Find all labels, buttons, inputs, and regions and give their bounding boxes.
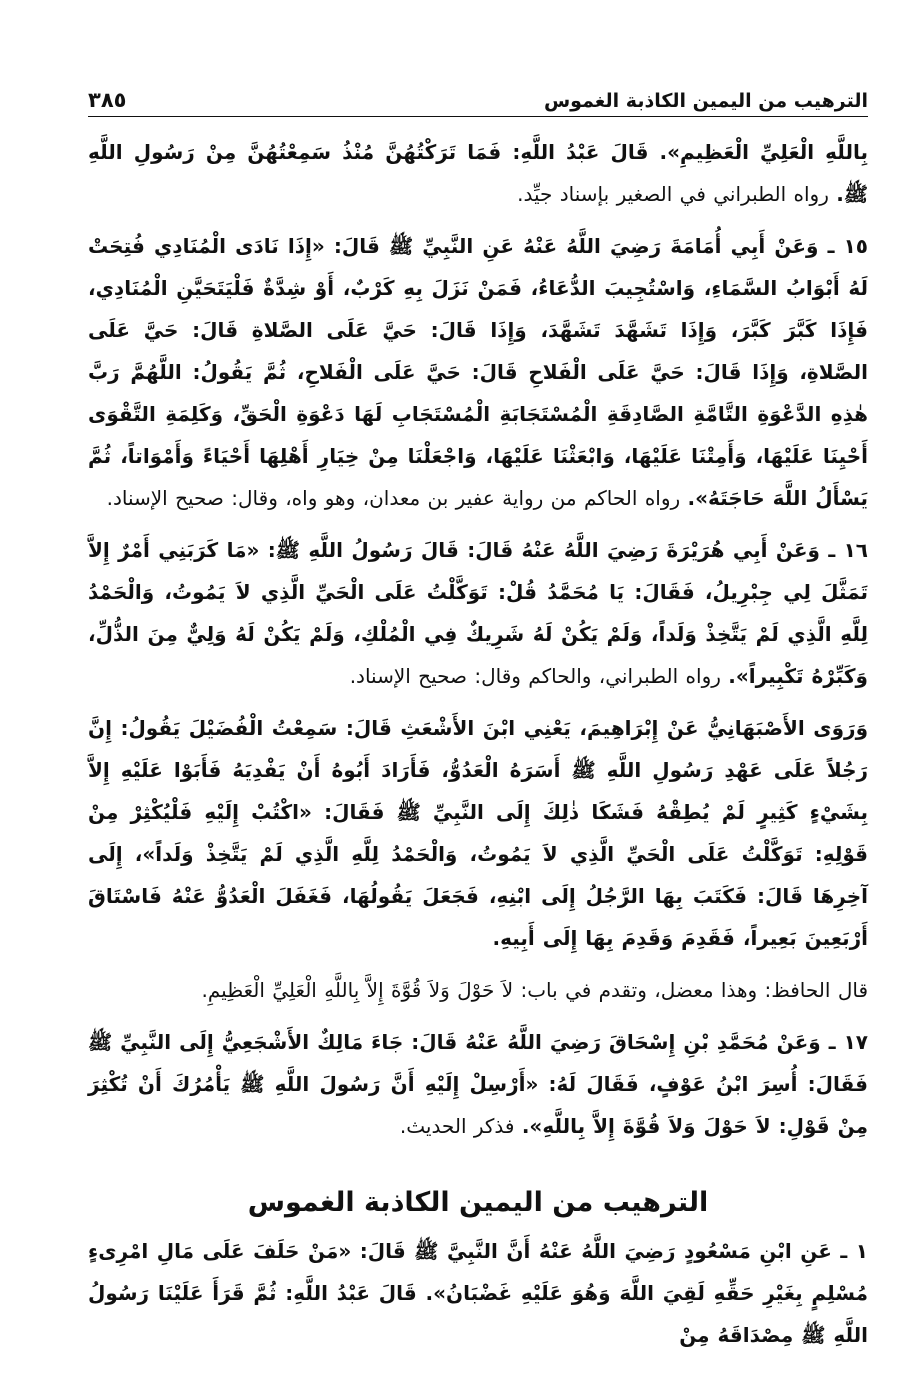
hadith-text: ١٥ ـ وَعَنْ أَبِي أُمَامَةَ رَضِيَ اللَّهُ عَنْهُ عَنِ النَّبِيِّ ﷺ قَالَ: «إِذَا نَادَى الْمُنَادِي فُتِحَتْ لَهُ أَبْوَابُ السَّمَاءِ، وَاسْتُجِيبَ الدُّعَاءُ، فَمَنْ نَزَلَ بِهِ كَرْبٌ، أَوْ شِدَّةٌ فَلْيَتَحَيَّنِ الْمُنَادِي، فَإِذَا كَبَّرَ كَبَّرَ، وَإِذَا تَشَهَّدَ تَشَهَّدَ، وَإِذَا قَالَ: حَيَّ عَلَى الصَّلاةِ قَالَ: حَيَّ عَلَى الصَّلاةِ، وَإِذَا قَالَ: حَيَّ عَلَى الْفَلاحِ قَالَ: حَيَّ عَلَى الْفَلاحِ، ثُمَّ يَقُولُ: اللَّهُمَّ رَبَّ هٰذِهِ الدَّعْوَةِ التَّامَّةِ الصَّادِقَةِ الْمُسْتَجَابَةِ الْمُسْتَجَابِ لَهَا دَعْوَةِ الْحَقِّ، وَكَلِمَةِ التَّقْوَى أَحْيِنَا عَلَيْهَا، وَأَمِتْنَا عَلَيْهَا، وَابْعَثْنَا عَلَيْهَا، وَاجْعَلْنَا مِنْ خِيَارِ أَهْلِهَا أَحْيَاءً وَأَمْوَاتاً، ثُمَّ يَسْأَلُ اللَّهَ حَاجَتَهُ». <box>88 234 868 510</box>
page-number: ٣٨٥ <box>88 88 127 112</box>
hadith-17 <box>88 1021 868 1147</box>
running-title: الترهيب من اليمين الكاذبة الغموس <box>543 90 868 112</box>
hadith-text: ١٦ ـ وَعَنْ أَبِي هُرَيْرَةَ رَضِيَ اللَّهُ عَنْهُ قَالَ: قَالَ رَسُولُ اللَّهِ ﷺ: «مَا كَرَبَنِي أَمْرٌ إِلاَّ تَمَثَّلَ لِي جِبْرِيلُ، فَقَالَ: يَا مُحَمَّدُ قُلْ: تَوَكَّلْتُ عَلَى الْحَيِّ الَّذِي لاَ يَمُوتُ، وَالْحَمْدُ لِلَّهِ الَّذِي لَمْ يَتَّخِذْ وَلَداً، وَلَمْ يَكُنْ لَهُ شَرِيكٌ فِي الْمُلْكِ، وَلَمْ يَكُنْ لَهُ وَلِيٌّ مِنَ الذُّلِّ، وَكَبِّرْهُ تَكْبِيراً». <box>88 538 868 688</box>
hadith-text: بِاللَّهِ الْعَلِيِّ الْعَظِيمِ». قَالَ عَبْدُ اللَّهِ: فَمَا تَرَكْتُهُنَّ مُنْذُ سَمِعْتُهُنَّ مِنْ رَسُولِ اللَّهِ ﷺ. <box>88 140 868 206</box>
hadith-text: ١ ـ عَنِ ابْنِ مَسْعُودٍ رَضِيَ اللَّهُ عَنْهُ أَنَّ النَّبِيَّ ﷺ قَالَ: «مَنْ حَلَفَ عَلَى مَالِ امْرِىءٍ مُسْلِمٍ بِغَيْرِ حَقِّهِ لَقِيَ اللَّهَ وَهُوَ عَلَيْهِ غَضْبَانُ». قَالَ عَبْدُ اللَّهِ: ثُمَّ قَرَأَ عَلَيْنَا رَسُولُ اللَّهِ ﷺ مِصْدَاقَهُ مِنْ <box>88 1239 868 1347</box>
book-page <box>88 78 868 1366</box>
source-note: رواه الطبراني، والحاكم وقال: صحيح الإسناد. <box>349 664 721 688</box>
hadith-16 <box>88 529 868 697</box>
comment-text: قال الحافظ: وهذا معضل، وتقدم في باب: لاَ حَوْلَ وَلاَ قُوَّةَ إِلاَّ بِاللَّهِ الْعَلِيِّ الْعَظِيمِ. <box>201 978 868 1002</box>
hafiz-comment <box>88 969 868 1011</box>
hadith-text: وَرَوَى الأَصْبَهَانِيُّ عَنْ إِبْرَاهِيمَ، يَعْنِي ابْنَ الأَشْعَثِ قَالَ: سَمِعْتُ الْفُضَيْلَ يَقُولُ: إِنَّ رَجُلاً عَلَى عَهْدِ رَسُولِ اللَّهِ ﷺ أَسَرَهُ الْعَدُوُّ، فَأَرَادَ أَبُوهُ أَنْ يَفْدِيَهُ فَأَبَوْا عَلَيْهِ إِلاَّ بِشَيْءٍ كَثِيرٍ لَمْ يُطِقْهُ فَشَكَا ذٰلِكَ إِلَى النَّبِيِّ ﷺ فَقَالَ: «اكْتُبْ إِلَيْهِ فَلْيُكْثِرْ مِنْ قَوْلِهِ: تَوَكَّلْتُ عَلَى الْحَيِّ الَّذِي لاَ يَمُوتُ، وَالْحَمْدُ لِلَّهِ الَّذِي لَمْ يَتَّخِذْ وَلَداً»، إِلَى آخِرِهَا قَالَ: فَكَتَبَ بِهَا الرَّجُلُ إِلَى ابْنِهِ، فَجَعَلَ يَقُولُهَا، فَغَفَلَ الْعَدُوُّ عَنْهُ فَاسْتَاقَ أَرْبَعِينَ بَعِيراً، فَقَدِمَ وَقَدِمَ بِهَا إِلَى أَبِيهِ. <box>88 716 868 950</box>
source-note: رواه الطبراني في الصغير بإسناد جيِّد. <box>517 182 829 206</box>
running-header <box>88 78 868 117</box>
source-note: رواه الحاكم من رواية عفير بن معدان، وهو واه، وقال: صحيح الإسناد. <box>106 486 681 510</box>
hadith-15 <box>88 225 868 519</box>
source-note: فذكر الحديث. <box>399 1114 515 1138</box>
section-title: الترهيب من اليمين الكاذبة الغموس <box>247 1187 709 1218</box>
hadith-text: ١٧ ـ وَعَنْ مُحَمَّدِ بْنِ إِسْحَاقَ رَضِيَ اللَّهُ عَنْهُ قَالَ: جَاءَ مَالِكٌ الأَشْجَعِيُّ إِلَى النَّبِيِّ ﷺ فَقَالَ: أُسِرَ ابْنُ عَوْفٍ، فَقَالَ لَهُ: «أَرْسِلْ إِلَيْهِ أَنَّ رَسُولَ اللَّهِ ﷺ يَأْمُرُكَ أَنْ تُكْثِرَ مِنْ قَوْلِ: لاَ حَوْلَ وَلاَ قُوَّةَ إِلاَّ بِاللَّهِ». <box>88 1030 868 1138</box>
section-hadith-1 <box>88 1230 868 1356</box>
paragraph-continuation <box>88 131 868 215</box>
isbahani-narration <box>88 707 868 959</box>
